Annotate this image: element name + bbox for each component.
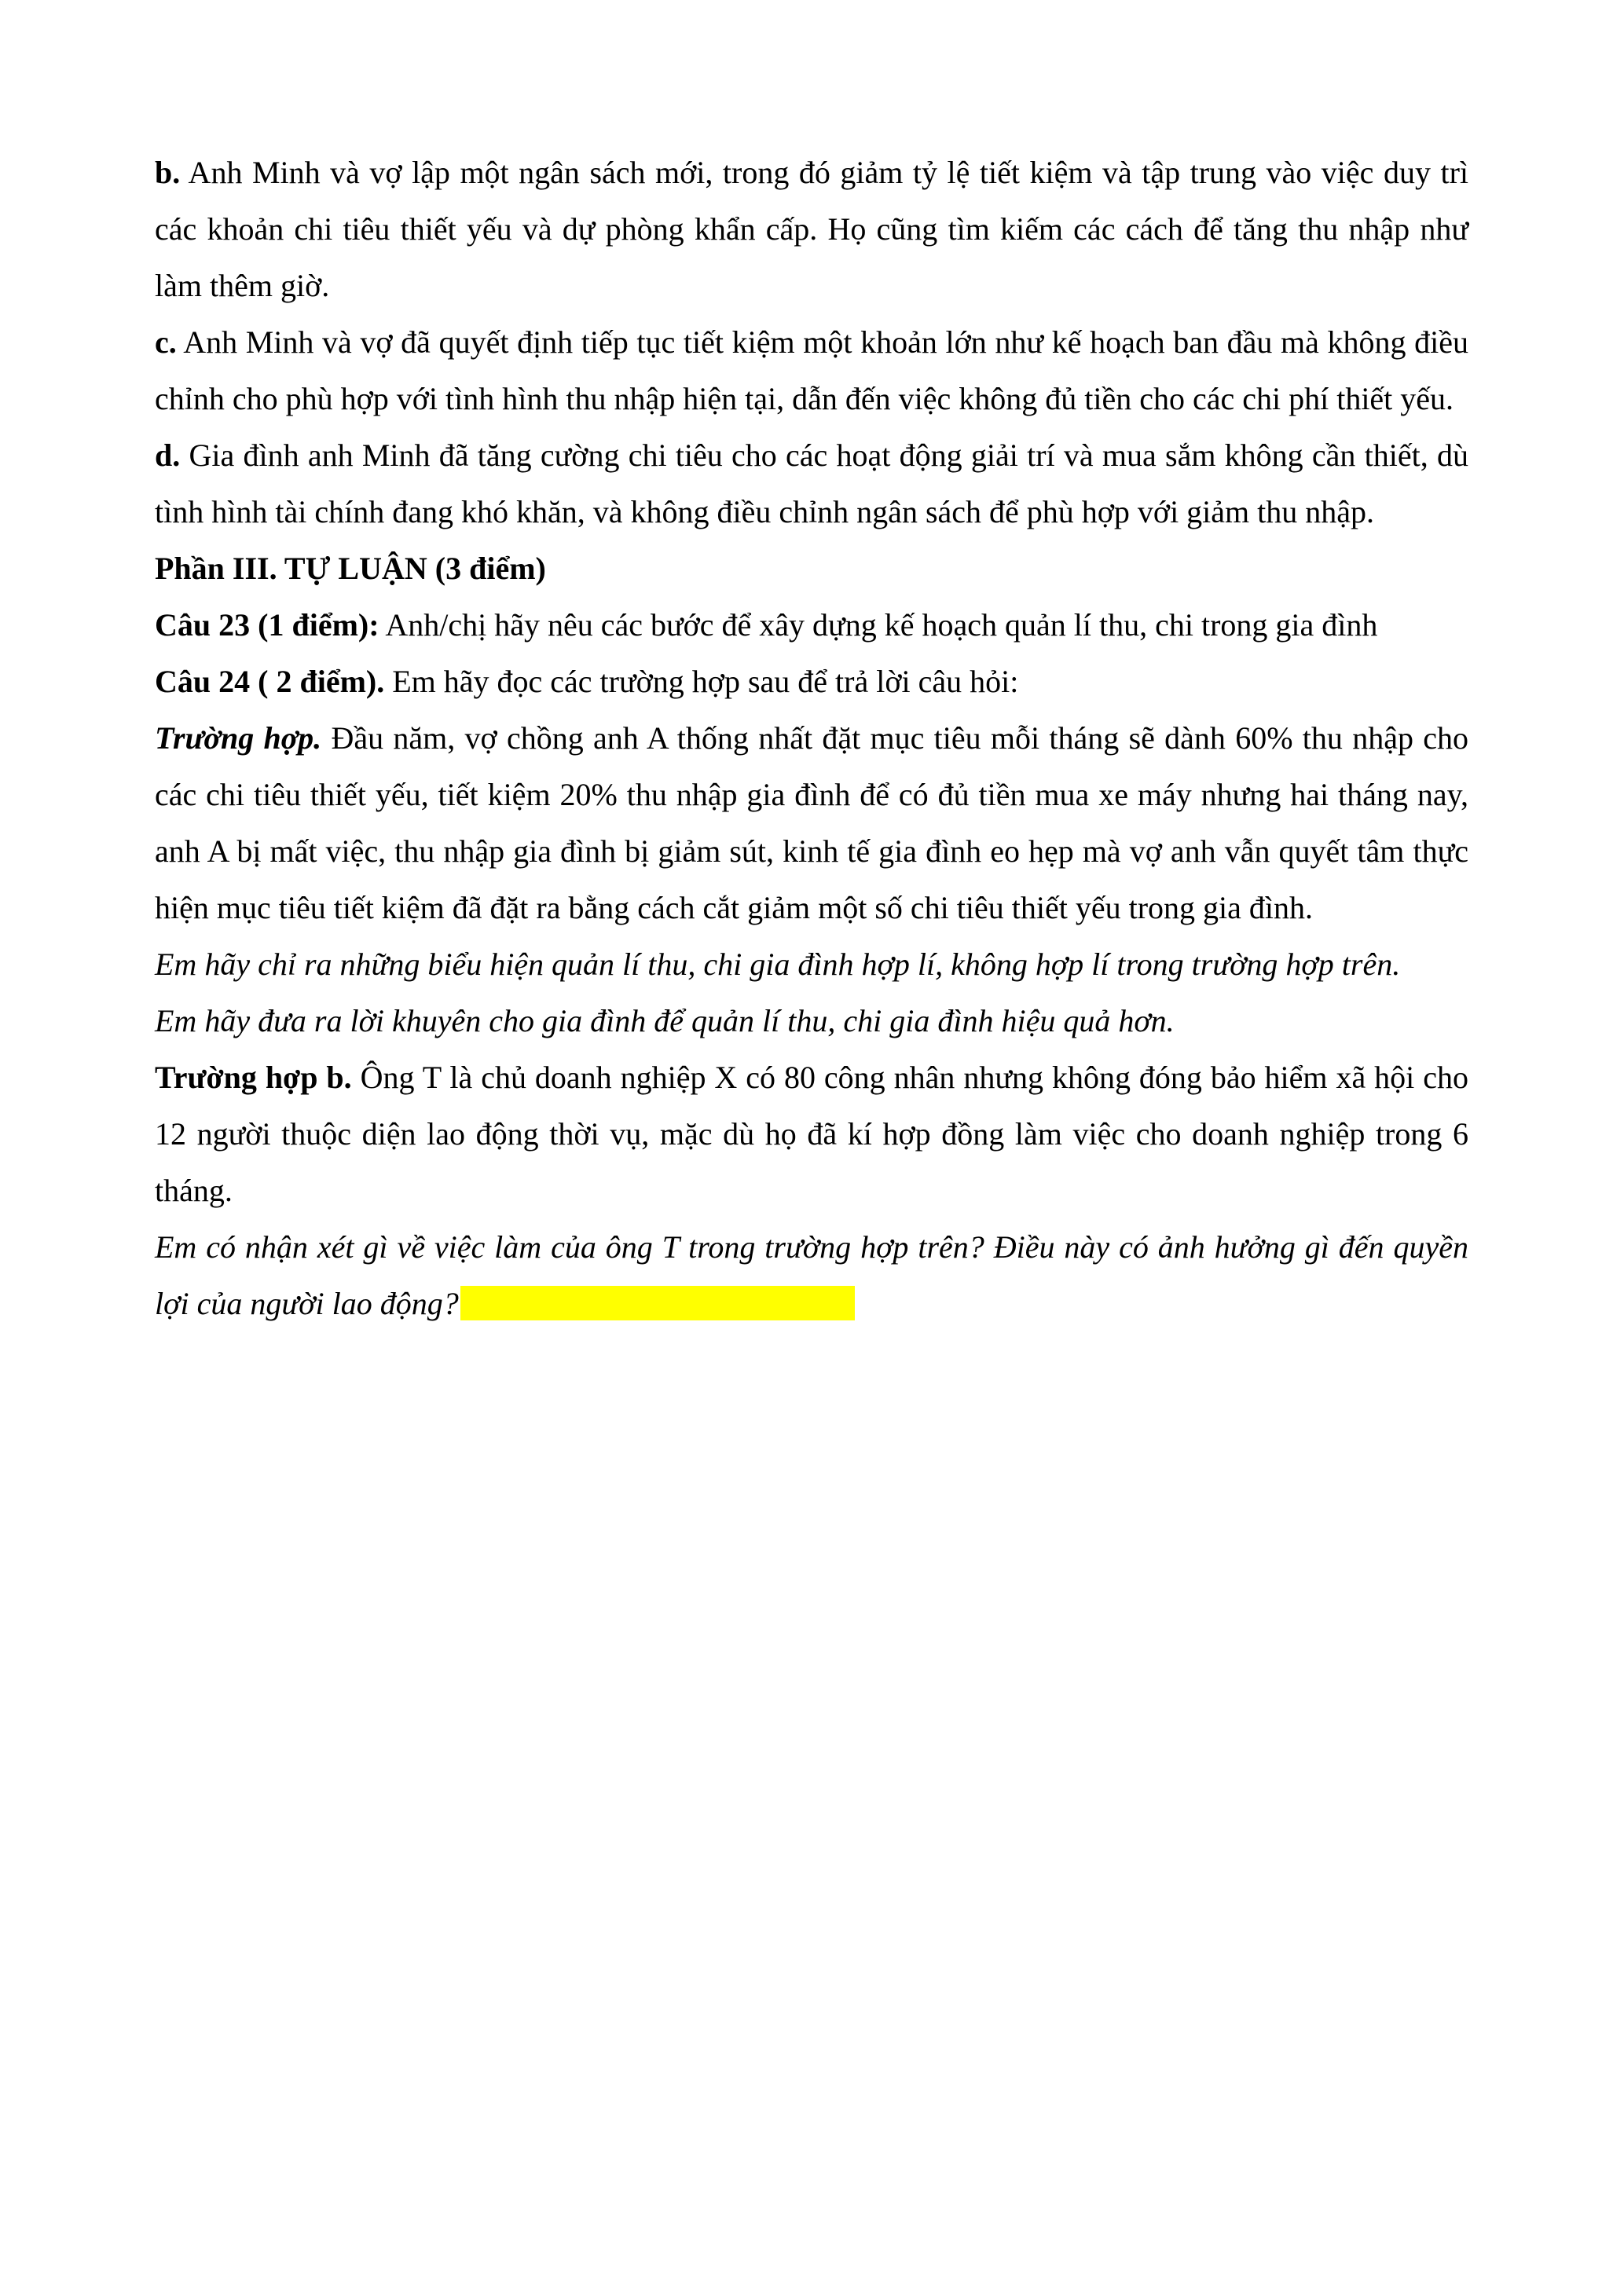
case-b-question: Em có nhận xét gì về việc làm của ông T trong trường hợp trên? Điều này có ảnh hưởng gì đến quyền lợi của người lao động? — [155, 1229, 1468, 1321]
option-d-label: d. — [155, 438, 181, 473]
option-d-paragraph — [155, 427, 1468, 540]
option-d-text: Gia đình anh Minh đã tăng cường chi tiêu cho các hoạt động giải trí và mua sắm không cần thiết, dù tình hình tài chính đang khó khăn, và không điều chỉnh ngân sách để phù hợp với giảm thu nhập. — [155, 438, 1468, 529]
option-c-paragraph — [155, 314, 1468, 427]
case-b-question-paragraph — [155, 1219, 1468, 1332]
option-b-label: b. — [155, 155, 181, 190]
option-b-text: Anh Minh và vợ lập một ngân sách mới, trong đó giảm tỷ lệ tiết kiệm và tập trung vào việc duy trì các khoản chi tiêu thiết yếu và dự phòng khẩn cấp. Họ cũng tìm kiếm các cách để tăng thu nhập như làm thêm giờ. — [155, 155, 1468, 303]
option-c-label: c. — [155, 324, 177, 360]
question-24-text: Em hãy đọc các trường hợp sau để trả lời câu hỏi: — [384, 664, 1019, 699]
case-a-text: Đầu năm, vợ chồng anh A thống nhất đặt mục tiêu mỗi tháng sẽ dành 60% thu nhập cho các chi tiêu thiết yếu, tiết kiệm 20% thu nhập gia đình để có đủ tiền mua xe máy nhưng hai tháng nay, anh A bị mất việc, thu nhập gia đình bị giảm sút, kinh tế gia đình eo hẹp mà vợ anh vẫn quyết tâm thực hiện mục tiêu tiết kiệm đã đặt ra bằng cách cắt giảm một số chi tiêu thiết yếu trong gia đình. — [155, 720, 1468, 925]
case-a-label: Trường hợp. — [155, 720, 322, 756]
case-a-paragraph — [155, 710, 1468, 936]
question-23-label: Câu 23 (1 điểm): — [155, 607, 379, 643]
question-23 — [155, 597, 1468, 654]
case-b-text: Ông T là chủ doanh nghiệp X có 80 công nhân nhưng không đóng bảo hiểm xã hội cho 12 người thuộc diện lao động thời vụ, mặc dù họ đã kí hợp đồng làm việc cho doanh nghiệp trong 6 tháng. — [155, 1060, 1468, 1208]
case-a-question-2: Em hãy đưa ra lời khuyên cho gia đình để quản lí thu, chi gia đình hiệu quả hơn. — [155, 1003, 1175, 1038]
case-b-label: Trường hợp b. — [155, 1060, 352, 1095]
option-b-paragraph — [155, 145, 1468, 314]
document-body — [155, 145, 1468, 1332]
case-b-paragraph — [155, 1049, 1468, 1219]
question-24 — [155, 654, 1468, 710]
question-24-label: Câu 24 ( 2 điểm). — [155, 664, 385, 699]
case-a-question-1: Em hãy chỉ ra những biểu hiện quản lí thu, chi gia đình hợp lí, không hợp lí trong trường hợp trên. — [155, 947, 1401, 982]
option-c-text: Anh Minh và vợ đã quyết định tiếp tục tiết kiệm một khoản lớn như kế hoạch ban đầu mà không điều chỉnh cho phù hợp với tình hình thu nhập hiện tại, dẫn đến việc không đủ tiền cho các chi phí thiết yếu. — [155, 324, 1468, 416]
question-23-text: Anh/chị hãy nêu các bước để xây dựng kế hoạch quản lí thu, chi trong gia đình — [379, 607, 1378, 643]
section-3-heading: Phần III. TỰ LUẬN (3 điểm) — [155, 551, 546, 586]
highlight-mark — [460, 1286, 855, 1320]
